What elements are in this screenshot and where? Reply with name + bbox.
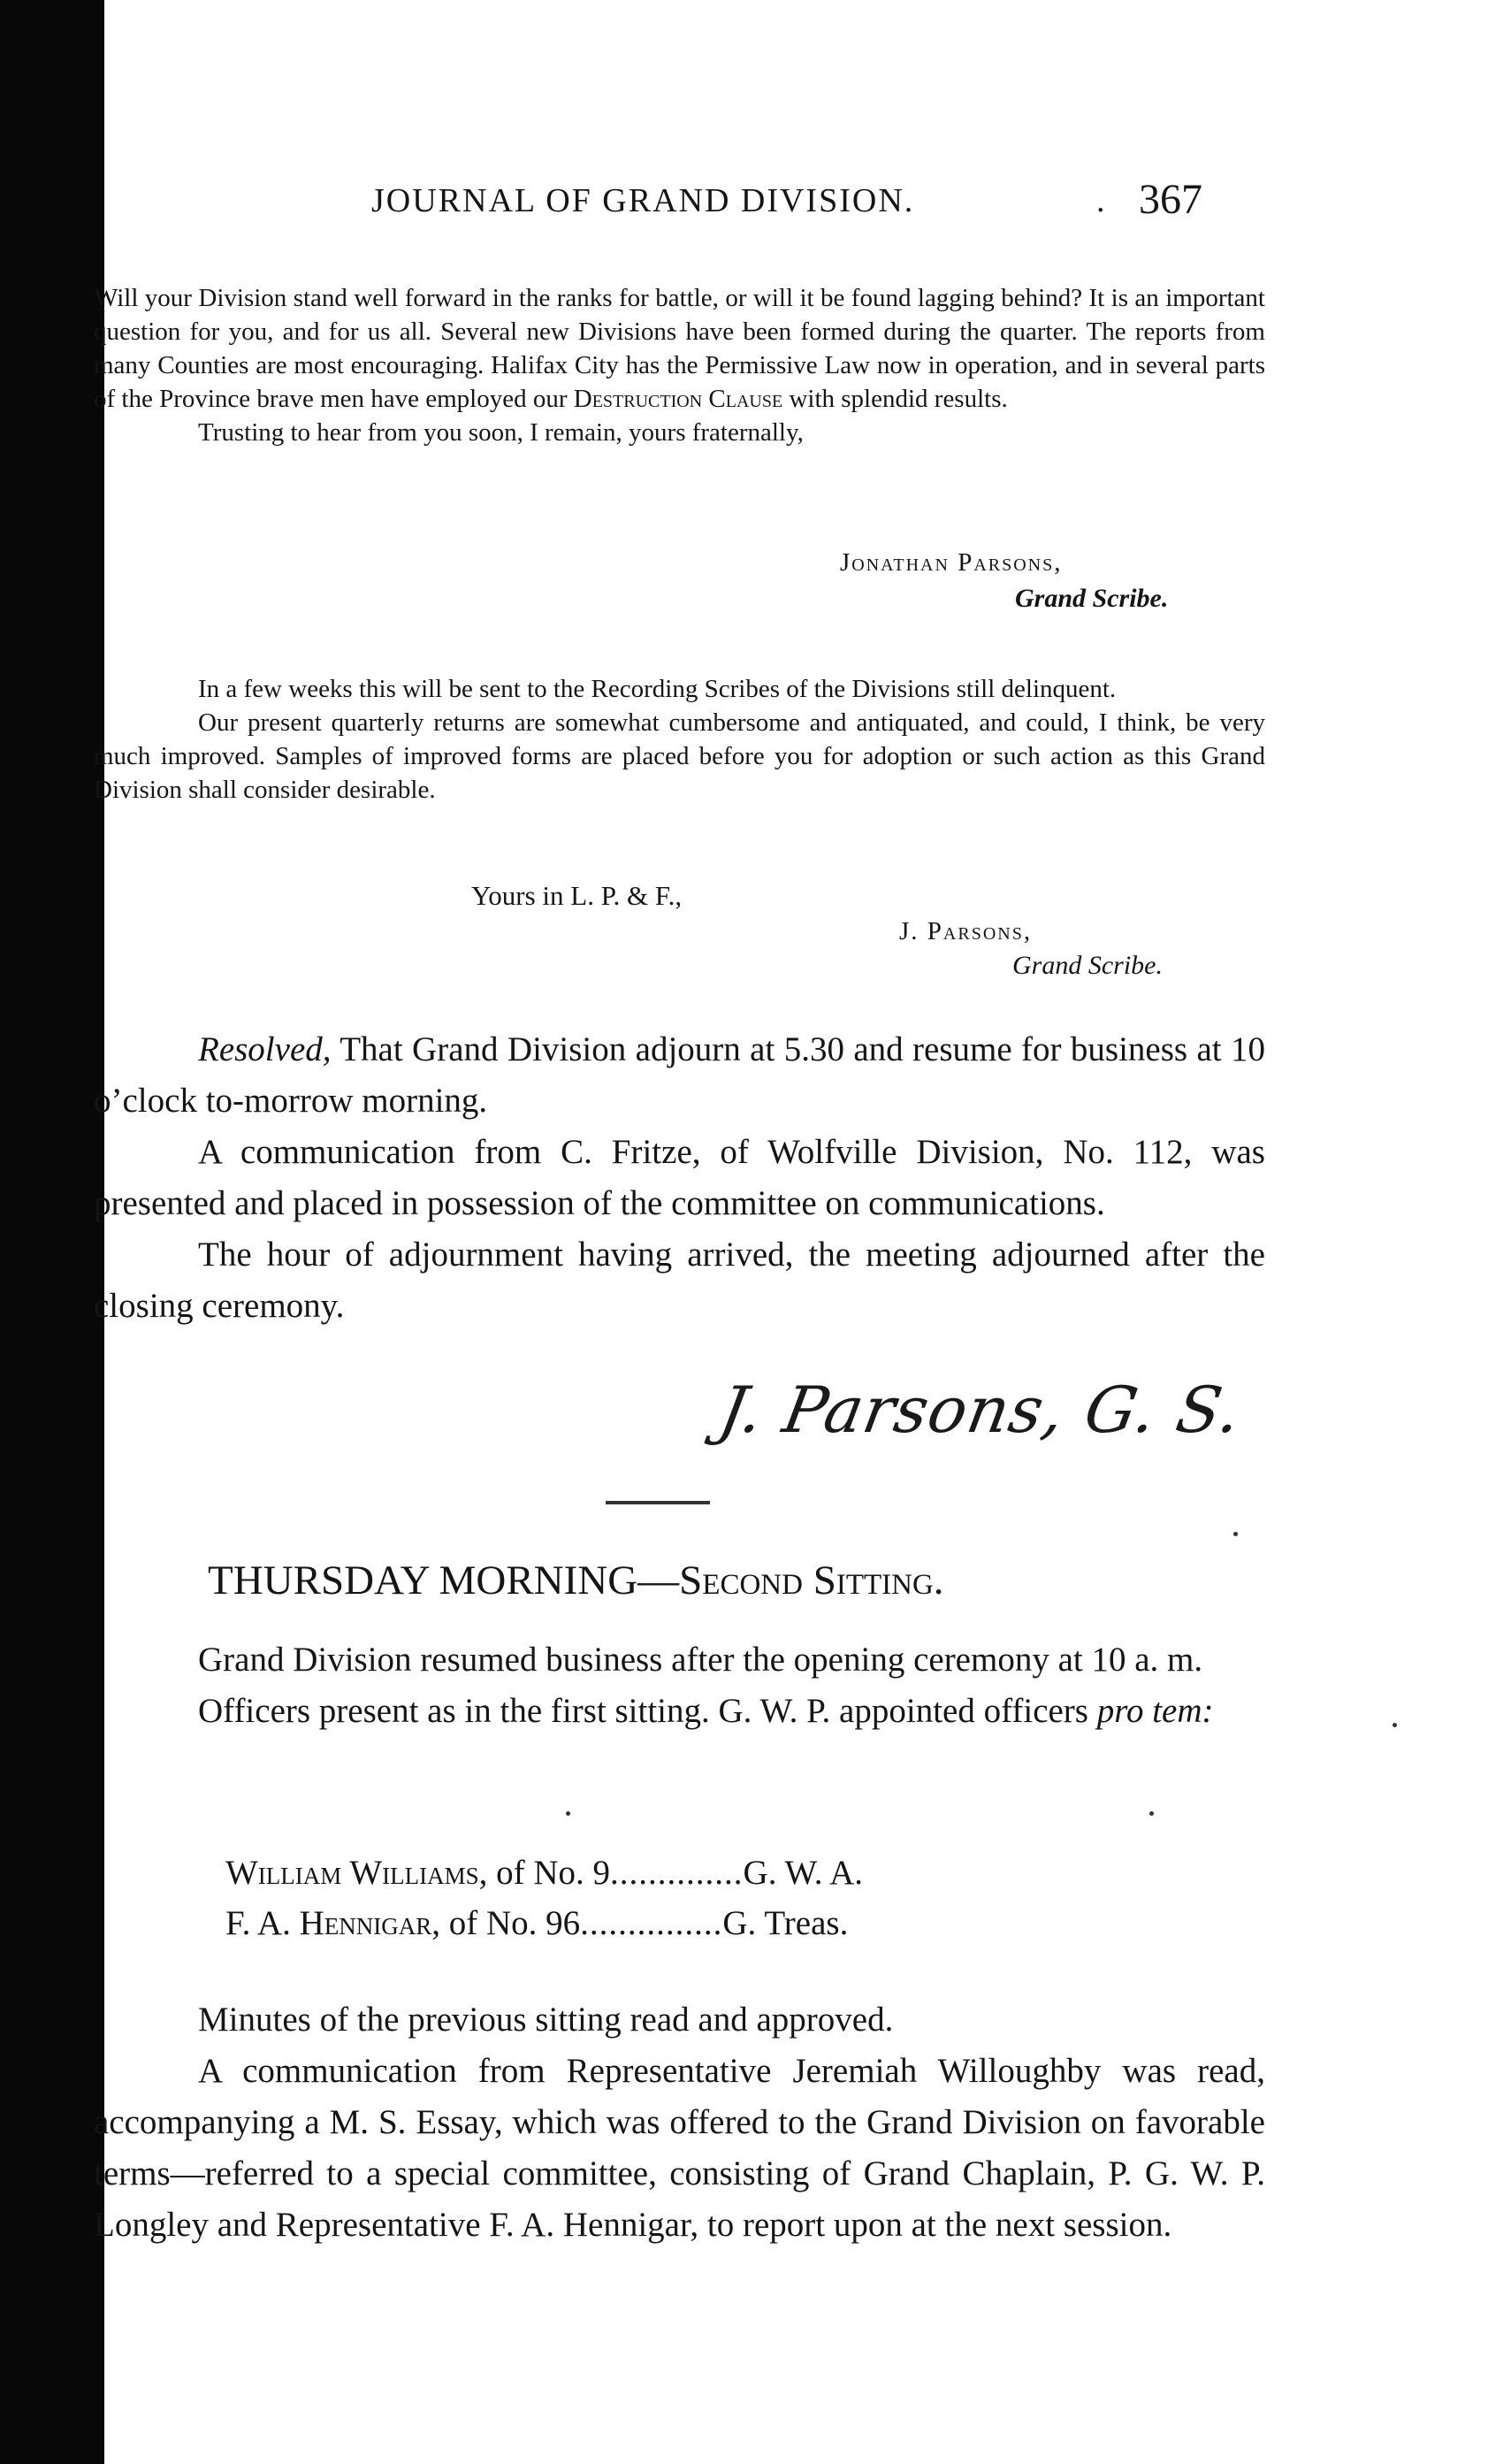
appointee-name: William Williams <box>225 1854 479 1892</box>
appointee-name: F. A. Hennigar <box>225 1904 432 1942</box>
scribe-note-paragraph-2: Our present quarterly returns are somewhat cumbersome and antiquated, and could, I think, be very much improved. Samples of improved forms are placed before you for adoption or such action as this Grand Division shall consider desirable. <box>94 708 1265 804</box>
scan-speck <box>1149 1811 1154 1816</box>
destruction-clause-phrase: Destruction Clause <box>573 385 783 413</box>
document-page <box>93 0 1488 2464</box>
scribe-note-signer-name: J. Parsons, <box>899 917 1033 945</box>
scan-dark-edge <box>0 0 104 2464</box>
section-divider-rule <box>606 1501 710 1504</box>
letter-paragraph-1 <box>94 281 1265 416</box>
scribe-note <box>94 672 1265 807</box>
letter-paragraph-1-end: with splendid results. <box>782 385 1008 413</box>
scan-speck <box>566 1811 570 1816</box>
resolution-text: That Grand Division adjourn at 5.30 and resume for business at 10 o’clock to-morrow morning. <box>94 1030 1265 1120</box>
pro-tem-phrase: pro tem: <box>1096 1692 1214 1730</box>
page-number: 367 <box>1139 176 1202 223</box>
appointment-line-2 <box>225 1903 848 1943</box>
scan-speck <box>1393 1723 1397 1727</box>
adjournment-paragraph: The hour of adjournment having arrived, the meeting adjourned after the closing ceremony. <box>94 1236 1265 1325</box>
fritze-communication-paragraph: A communication from C. Fritze, of Wolfville Division, No. 112, was presented and placed in possession of the committee on communications. <box>94 1133 1265 1222</box>
minutes-approved-paragraph: Minutes of the previous sitting read and approved. <box>198 2001 894 2039</box>
leader-dots: .............. <box>610 1854 744 1892</box>
letter-signer-title: Grand Scribe. <box>1015 584 1169 613</box>
letter-paragraph-1-start: Will your Division stand well forward in the ranks for battle, or will it be found lagging behind? It is an important question for you, and for us all. Several new Divisions have been formed during the quarter. The reports from many Counties are most encouraging. Halifax City has the Permissive Law now in operation, and in several parts of the Province brave men have employed our <box>94 284 1265 413</box>
minutes-text <box>94 1024 1265 1332</box>
scan-speck <box>1233 1532 1238 1536</box>
handwritten-signature: J. Parsons, G. S. <box>713 1373 1248 1447</box>
header-stray-mark: . <box>1096 182 1105 219</box>
letter-excerpt <box>94 281 1265 449</box>
section-heading-sub: Second Sitting. <box>679 1557 944 1603</box>
letter-signer-name: Jonathan Parsons, <box>840 548 1063 577</box>
running-title: JOURNAL OF GRAND DIVISION. <box>371 182 915 219</box>
second-sitting-opening <box>94 1634 1265 1737</box>
appointee-number: , of No. 96 <box>431 1904 581 1942</box>
scribe-note-paragraph-1: In a few weeks this will be sent to the Recording Scribes of the Divisions still delinquent. <box>198 675 1117 703</box>
appointee-number: , of No. 9 <box>478 1854 611 1892</box>
section-heading-main: THURSDAY MORNING— <box>208 1557 680 1603</box>
officers-text: Officers present as in the first sitting. G. W. P. appointed officers <box>198 1692 1097 1730</box>
resumed-business-paragraph: Grand Division resumed business after the opening ceremony at 10 a. m. <box>198 1641 1203 1679</box>
leader-dots: ............... <box>580 1904 723 1942</box>
officers-paragraph <box>94 1686 1265 1737</box>
essay-communication-paragraph: A communication from Representative Jeremiah Willoughby was read, accompanying a M. S. Essay, which was offered to the Grand Division on favorable terms—referred to a special committee, consisting of Grand Chaplain, P. G. W. P. Longley and Representative F. A. Hennigar, to report upon at the next session. <box>94 2052 1265 2244</box>
resolution-paragraph <box>94 1024 1265 1127</box>
scribe-note-salutation: Yours in L. P. & F., <box>471 880 683 911</box>
appointee-office: G. W. A. <box>743 1854 863 1892</box>
appointment-line-1 <box>225 1853 863 1893</box>
scribe-note-signer-title: Grand Scribe. <box>1012 951 1163 980</box>
resolved-word: Resolved, <box>198 1030 332 1068</box>
appointee-office: G. Treas. <box>722 1904 849 1942</box>
letter-paragraph-2: Trusting to hear from you soon, I remain, yours fraternally, <box>198 418 804 447</box>
section-heading <box>208 1555 944 1606</box>
second-sitting-business <box>94 1994 1265 2251</box>
